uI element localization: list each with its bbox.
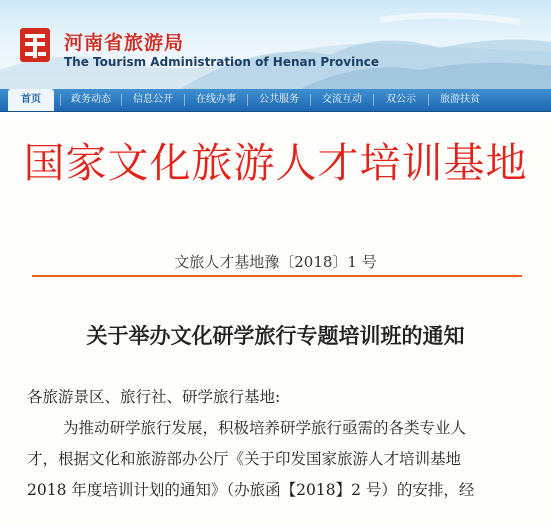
site-title-english: The Tourism Administration of Henan Province: [64, 55, 380, 69]
nav-item-information-disclosure[interactable]: 信息公开: [133, 94, 173, 105]
nav-item-interaction[interactable]: 交流互动: [322, 94, 362, 105]
spacer: [0, 112, 551, 120]
nav-item-tourism-poverty-alleviation[interactable]: 旅游扶贫: [440, 94, 480, 105]
document-paragraph-line: 为推动研学旅行发展，积极培养研学旅行亟需的各类专业人: [63, 419, 467, 437]
document-salutation: 各旅游景区、旅行社、研学旅行基地:: [27, 388, 281, 406]
main-navigation: [0, 89, 551, 112]
henan-tourism-logo-icon: [16, 24, 54, 66]
document-issuer-title: 国家文化旅游人才培训基地: [23, 139, 528, 187]
nav-item-double-publicity[interactable]: 双公示: [386, 94, 416, 105]
site-title-chinese: 河南省旅游局: [64, 32, 185, 54]
nav-item-online-services[interactable]: 在线办事: [196, 94, 236, 105]
nav-item-government-news[interactable]: 政务动态: [71, 94, 111, 105]
document-paragraph-line: 才，根据文化和旅游部办公厅《关于印发国家旅游人才培训基地: [27, 450, 462, 468]
document-image: [0, 120, 551, 524]
document-heading: 关于举办文化研学旅行专题培训班的通知: [86, 323, 465, 348]
document-paragraph-line: 2018 年度培训计划的通知》（办旅函【2018】2 号）的安排，经: [27, 481, 475, 499]
document-body: [27, 382, 542, 506]
nav-item-home[interactable]: 首页: [8, 89, 54, 111]
document-number: 文旅人才基地豫〔2018〕1 号: [174, 253, 377, 271]
red-divider-line: [32, 275, 522, 277]
nav-item-public-services[interactable]: 公共服务: [259, 94, 299, 105]
site-header: [0, 0, 551, 89]
